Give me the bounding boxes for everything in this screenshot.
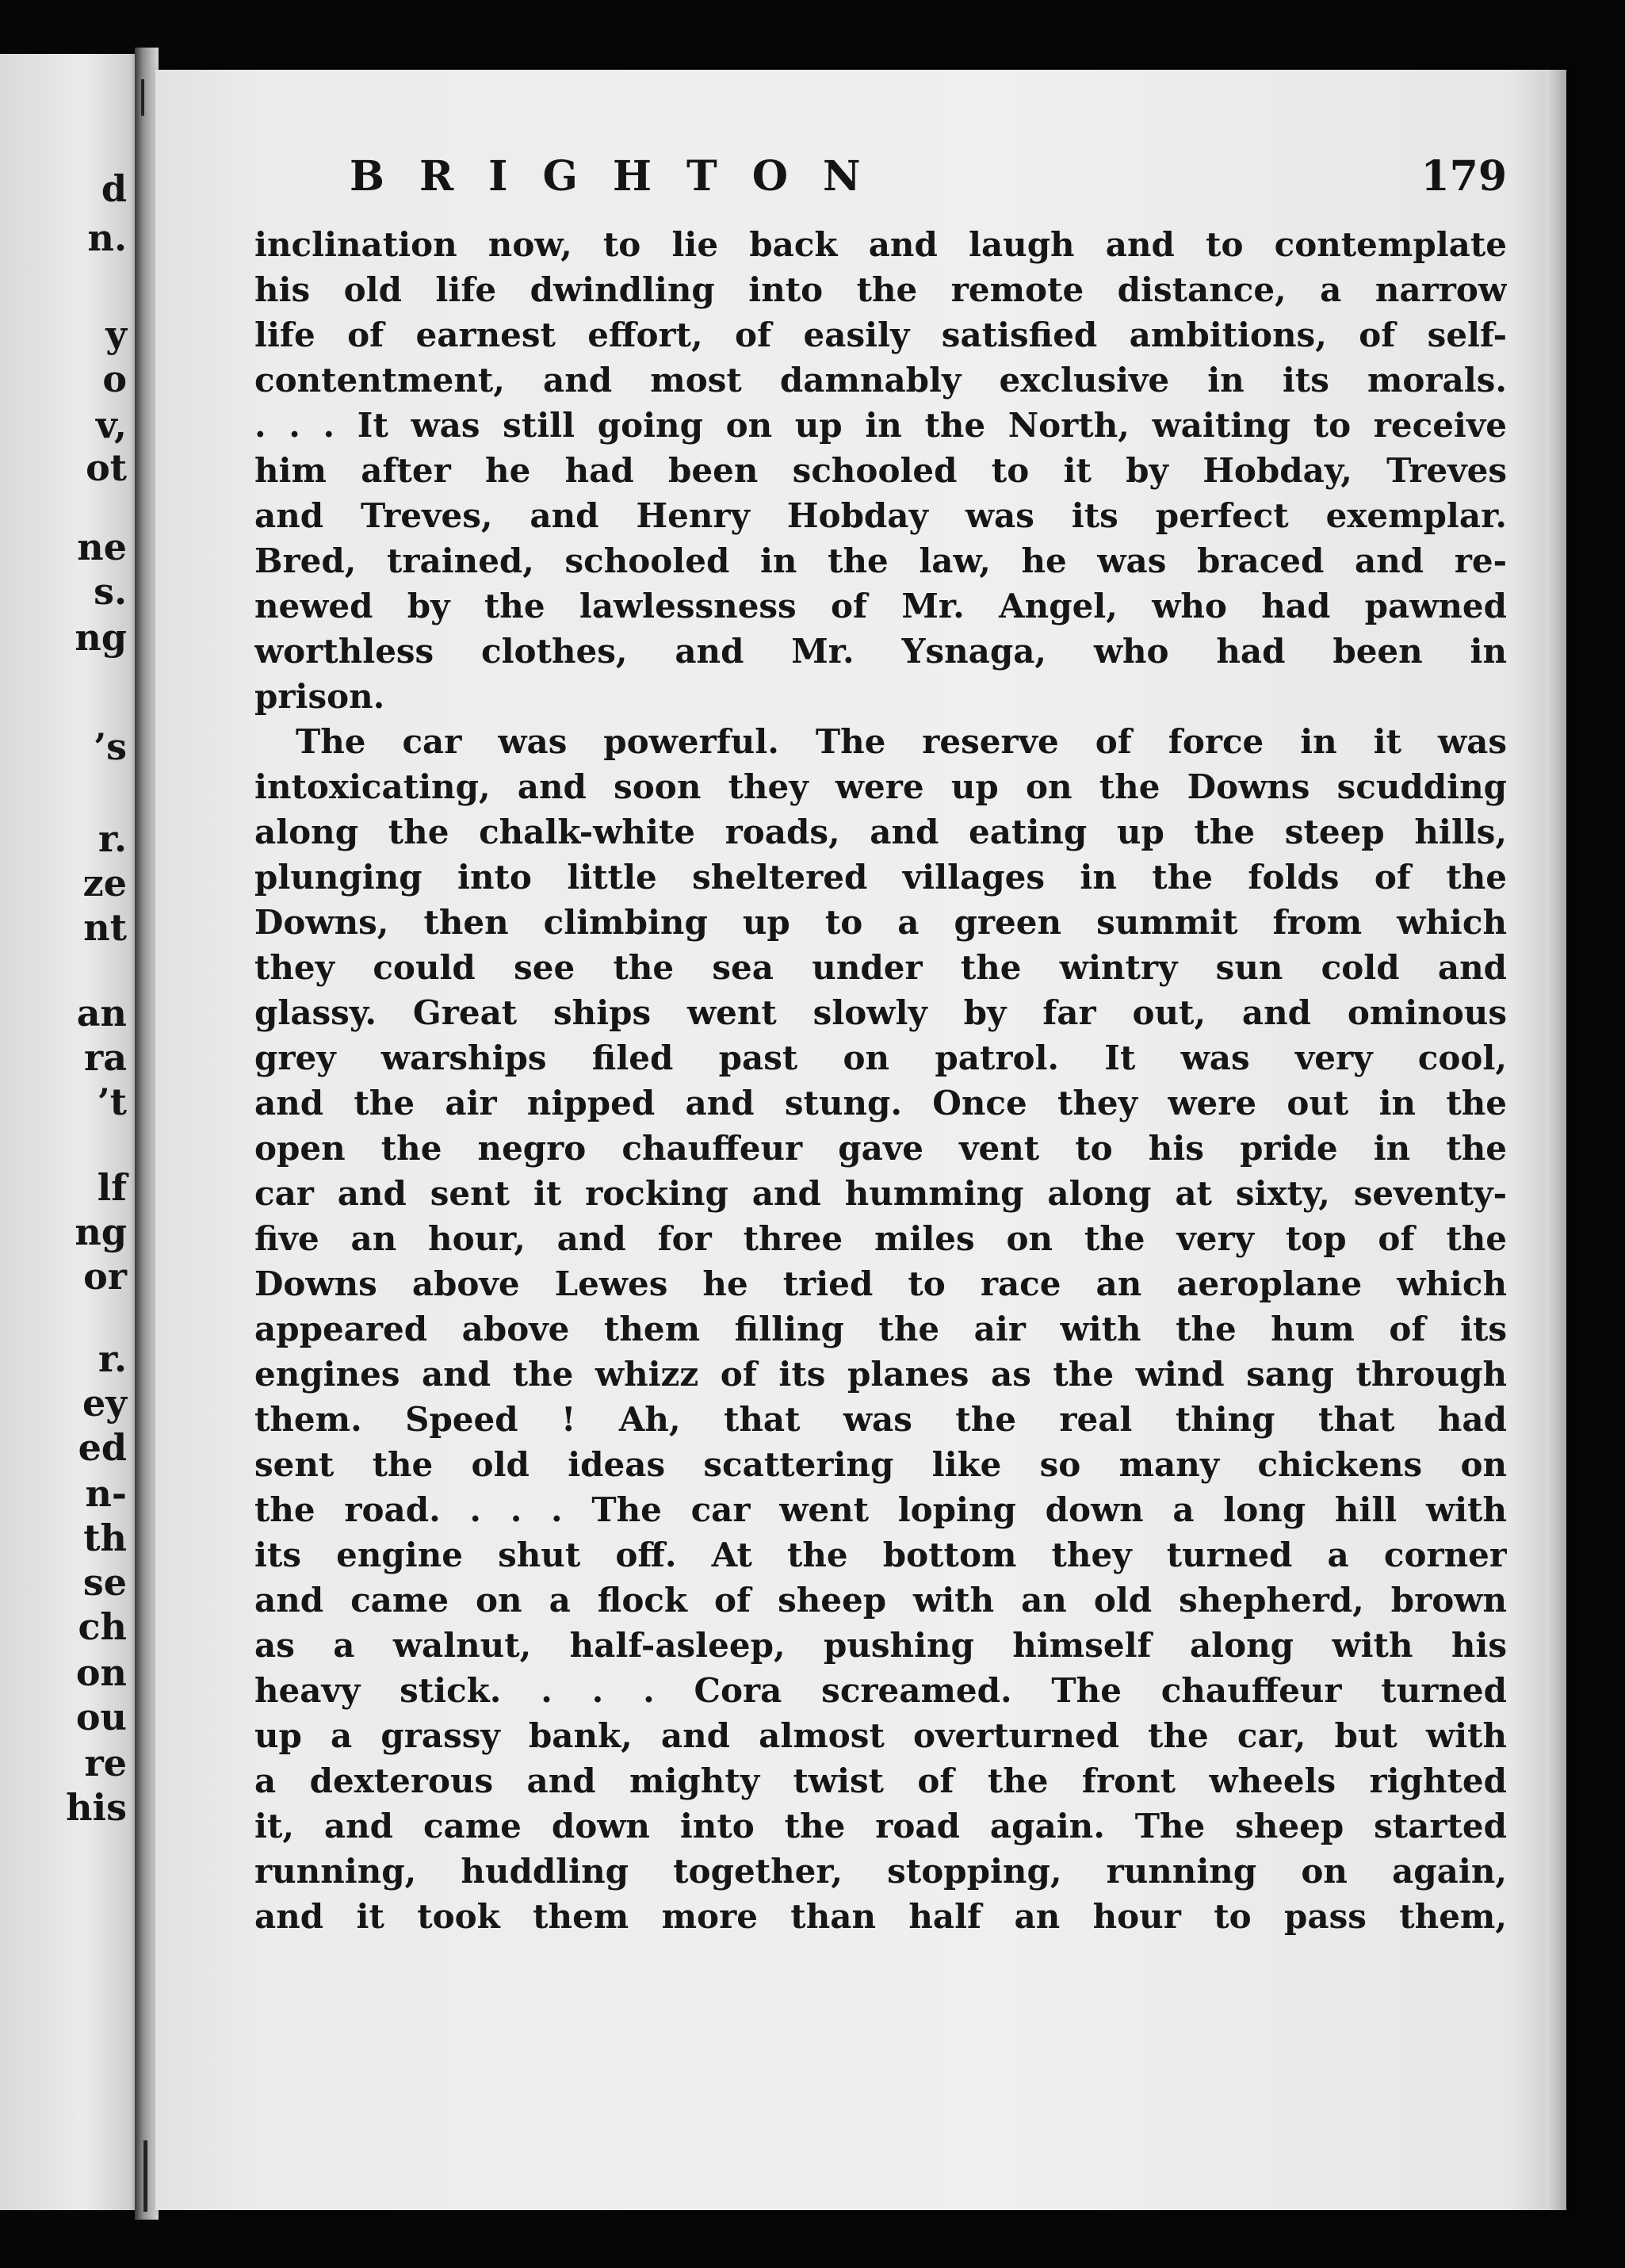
text-line: its engine shut off. At the bottom they turned a corner — [254, 1536, 1507, 1574]
text-line: glassy. Great ships went slowly by far out, and ominous — [254, 993, 1507, 1032]
previous-page-fragment: n. — [87, 216, 127, 259]
previous-page-fragment: y — [105, 313, 127, 356]
previous-page-edge — [0, 54, 141, 2210]
previous-page-fragment: his — [66, 1786, 127, 1829]
previous-page-fragment: ou — [75, 1696, 127, 1738]
previous-page-fragment: o — [102, 358, 127, 400]
page-header — [254, 152, 1507, 208]
running-title: BRIGHTON — [350, 152, 896, 201]
text-line: contentment, and most damnably exclusive in its morals. — [254, 361, 1507, 400]
text-line: and Treves, and Henry Hobday was its perfect exemplar. — [254, 496, 1507, 535]
page-edge — [1546, 70, 1566, 2210]
text-line: The car was powerful. The reserve of force in it was — [296, 722, 1507, 761]
previous-page-fragment: th — [83, 1516, 127, 1559]
text-line: appeared above them filling the air with the hum of its — [254, 1310, 1507, 1348]
text-line: inclination now, to lie back and laugh and to contemplate — [254, 225, 1507, 264]
previous-page-fragment: on — [75, 1651, 127, 1694]
text-line: as a walnut, half-asleep, pushing himself along with his — [254, 1626, 1507, 1665]
text-line: life of earnest effort, of easily satisfied ambitions, of self- — [254, 316, 1507, 354]
text-line: engines and the whizz of its planes as the wind sang through — [254, 1355, 1507, 1394]
text-line: open the negro chauffeur gave vent to his pride in the — [254, 1129, 1507, 1168]
text-line: sent the old ideas scattering like so many chickens on — [254, 1445, 1507, 1484]
previous-page-fragment: ne — [77, 526, 127, 568]
previous-page-text-fragments — [0, 54, 141, 2210]
text-line: plunging into little sheltered villages in the folds of the — [254, 858, 1507, 897]
text-line: and came on a flock of sheep with an old shepherd, brown — [254, 1581, 1507, 1620]
text-line: five an hour, and for three miles on the very top of the — [254, 1219, 1507, 1258]
text-line: him after he had been schooled to it by Hobday, Treves — [254, 451, 1507, 490]
previous-page-fragment: ’s — [94, 725, 127, 768]
previous-page-fragment: r. — [98, 1337, 127, 1380]
previous-page-fragment: v, — [96, 403, 127, 446]
previous-page-fragment: lf — [97, 1166, 127, 1209]
previous-page-fragment: r. — [98, 817, 127, 860]
text-line: grey warships filed past on patrol. It was very cool, — [254, 1038, 1507, 1077]
text-line: prison. — [254, 677, 385, 716]
previous-page-fragment: ey — [82, 1382, 127, 1425]
previous-page-fragment: or — [83, 1255, 127, 1298]
text-line: car and sent it rocking and humming along at sixty, seventy- — [254, 1174, 1507, 1213]
page-number: 179 — [1420, 152, 1507, 201]
text-line: his old life dwindling into the remote distance, a narrow — [254, 270, 1507, 309]
previous-page-fragment: nt — [83, 906, 127, 949]
previous-page-fragment: ng — [75, 1210, 127, 1253]
previous-page-fragment: ed — [78, 1426, 127, 1469]
book-page — [155, 70, 1566, 2210]
previous-page-fragment: ot — [86, 446, 127, 489]
text-line: them. Speed ! Ah, that was the real thing that had — [254, 1400, 1507, 1439]
previous-page-fragment: n- — [85, 1472, 127, 1515]
previous-page-fragment: ’t — [97, 1080, 127, 1123]
text-line: along the chalk-white roads, and eating up the steep hills, — [254, 813, 1507, 851]
previous-page-fragment: ng — [75, 616, 127, 659]
text-line: heavy stick. . . . Cora screamed. The chauffeur turned — [254, 1671, 1507, 1710]
text-line: worthless clothes, and Mr. Ysnaga, who had been in — [254, 632, 1507, 671]
binding-mark — [143, 2140, 147, 2212]
text-line: intoxicating, and soon they were up on the Downs scudding — [254, 767, 1507, 806]
previous-page-fragment: an — [76, 992, 127, 1035]
previous-page-fragment: ch — [78, 1605, 127, 1648]
previous-page-fragment: ra — [83, 1036, 127, 1079]
text-line: newed by the lawlessness of Mr. Angel, who had pawned — [254, 587, 1507, 625]
text-line: and it took them more than half an hour to pass them, — [254, 1897, 1507, 1936]
body-text — [254, 222, 1507, 1939]
text-line: Bred, trained, schooled in the law, he was braced and re- — [254, 541, 1507, 580]
previous-page-fragment: se — [82, 1561, 127, 1604]
text-line: Downs, then climbing up to a green summit from which — [254, 903, 1507, 942]
text-line: . . . It was still going on up in the North, waiting to receive — [254, 406, 1507, 445]
previous-page-fragment: d — [101, 167, 127, 210]
text-line: it, and came down into the road again. The sheep started — [254, 1807, 1507, 1845]
text-line: a dexterous and mighty twist of the front wheels righted — [254, 1761, 1507, 1800]
text-line: Downs above Lewes he tried to race an aeroplane which — [254, 1264, 1507, 1303]
text-line: and the air nipped and stung. Once they were out in the — [254, 1084, 1507, 1123]
text-line: up a grassy bank, and almost overturned the car, but with — [254, 1716, 1507, 1755]
binding-mark — [141, 79, 144, 116]
text-line: they could see the sea under the wintry sun cold and — [254, 948, 1507, 987]
previous-page-fragment: re — [84, 1742, 127, 1784]
text-line: running, huddling together, stopping, running on again, — [254, 1852, 1507, 1891]
previous-page-fragment: s. — [94, 570, 127, 613]
previous-page-fragment: ze — [82, 862, 127, 905]
text-line: the road. . . . The car went loping down a long hill with — [254, 1490, 1507, 1529]
